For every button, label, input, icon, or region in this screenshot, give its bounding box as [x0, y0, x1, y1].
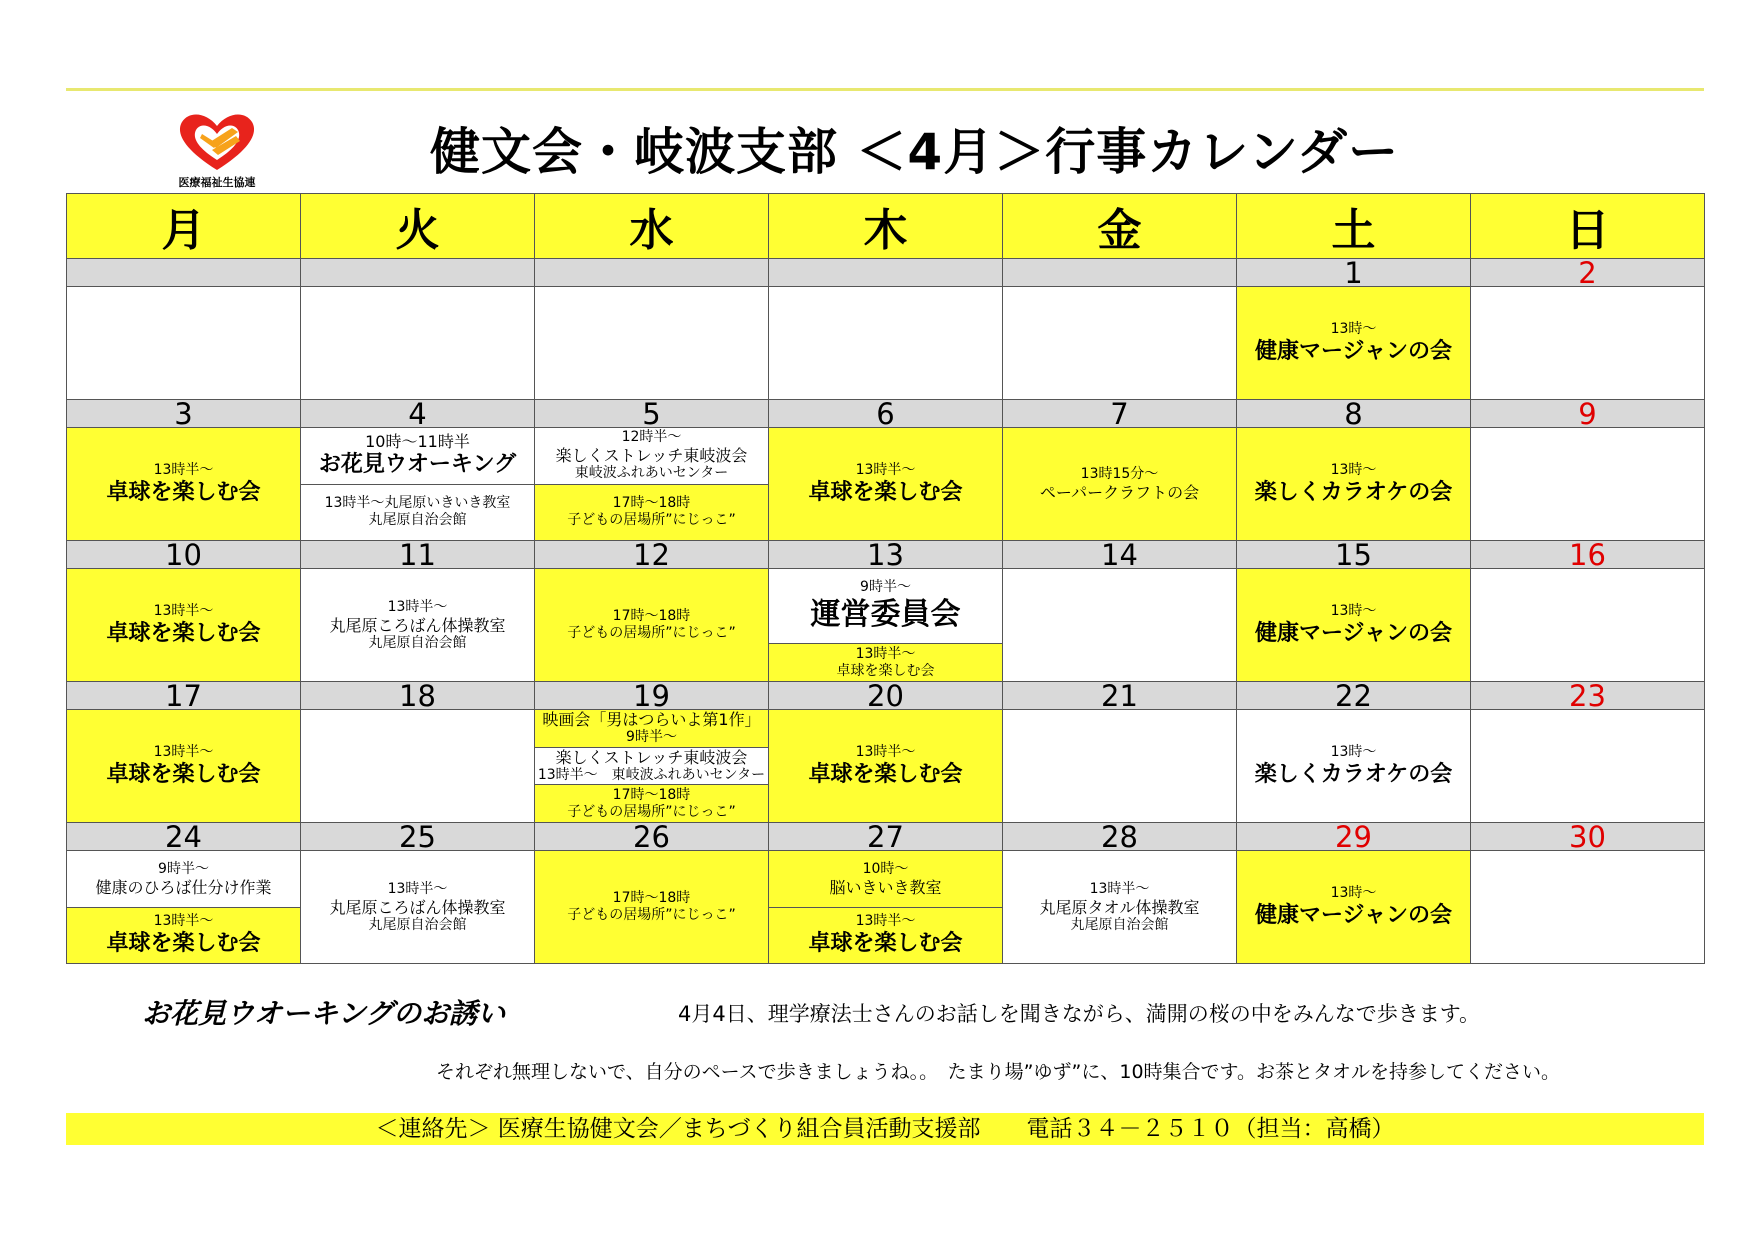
date-number: 12 — [535, 541, 769, 569]
day-cell — [535, 710, 769, 823]
event-text: 10時～11時半 — [365, 432, 470, 452]
date-number: 8 — [1237, 400, 1471, 428]
event-block — [769, 907, 1002, 964]
day-cell — [1471, 287, 1705, 400]
event-text: 13時～ — [1330, 743, 1377, 760]
day-cell — [1003, 710, 1237, 823]
date-row — [67, 682, 1705, 710]
event-block — [67, 851, 300, 907]
event-block — [535, 747, 768, 785]
event-block — [769, 643, 1002, 681]
day-cell — [1471, 851, 1705, 964]
event-text: 子どもの居場所”にじっこ” — [567, 512, 736, 529]
date-number: 17 — [67, 682, 301, 710]
event-block — [1237, 851, 1470, 963]
date-number: 24 — [67, 823, 301, 851]
weekday-header-row — [67, 194, 1705, 259]
day-cell — [301, 428, 535, 541]
date-number: 5 — [535, 400, 769, 428]
event-row — [67, 851, 1705, 964]
day-cell — [1471, 569, 1705, 682]
day-cell — [67, 428, 301, 541]
event-block — [769, 710, 1002, 822]
day-cell — [769, 428, 1003, 541]
top-rule — [66, 88, 1704, 91]
date-number: 4 — [301, 400, 535, 428]
event-text: 丸尾原自治会館 — [368, 634, 467, 651]
day-cell — [769, 851, 1003, 964]
date-number: 26 — [535, 823, 769, 851]
logo-text: 医療福祉生協連 — [178, 176, 256, 189]
date-number: 22 — [1237, 682, 1471, 710]
event-text: 13時半～ — [387, 598, 448, 615]
date-number: 30 — [1471, 823, 1705, 851]
event-text: 健康マージャンの会 — [1254, 620, 1453, 646]
date-number: 28 — [1003, 823, 1237, 851]
date-number: 1 — [1237, 259, 1471, 287]
event-text: 13時～ — [1330, 320, 1377, 337]
event-text: 運営委員会 — [810, 596, 961, 632]
date-number: 15 — [1237, 541, 1471, 569]
day-cell — [301, 851, 535, 964]
day-cell — [535, 851, 769, 964]
day-cell — [67, 569, 301, 682]
event-text: 子どもの居場所”にじっこ” — [567, 803, 736, 820]
day-cell — [535, 569, 769, 682]
event-text: 13時～ — [1330, 461, 1377, 478]
event-text: 楽しくカラオケの会 — [1254, 479, 1453, 505]
event-text: 13時15分～ — [1080, 466, 1159, 482]
weekday-header: 火 — [301, 194, 535, 259]
date-number: 16 — [1471, 541, 1705, 569]
date-number: 14 — [1003, 541, 1237, 569]
event-text: 17時～18時 — [612, 786, 691, 803]
coop-logo — [172, 108, 262, 190]
day-cell — [1471, 710, 1705, 823]
date-number: 6 — [769, 400, 1003, 428]
day-cell — [1237, 287, 1471, 400]
weekday-header: 日 — [1471, 194, 1705, 259]
event-block — [769, 851, 1002, 907]
event-block — [1237, 428, 1470, 540]
page-title: 健文会・岐波支部 ＜4月＞行事カレンダー — [430, 123, 1399, 181]
date-number: 20 — [769, 682, 1003, 710]
event-block — [535, 484, 768, 541]
event-text: 丸尾原自治会館 — [1070, 916, 1169, 933]
event-text: 健康のひろば仕分け作業 — [95, 877, 272, 897]
event-text: 17時～18時 — [612, 495, 691, 512]
event-block — [769, 569, 1002, 643]
event-text: 丸尾原ころばん体操教室 — [329, 897, 506, 917]
date-number: 9 — [1471, 400, 1705, 428]
event-block — [1003, 428, 1236, 540]
event-text: 卓球を楽しむ会 — [836, 662, 935, 679]
event-text: 子どもの居場所”にじっこ” — [567, 907, 736, 923]
weekday-header: 月 — [67, 194, 301, 259]
day-cell — [301, 287, 535, 400]
event-text: 9時半～ — [626, 729, 677, 746]
event-text: 卓球を楽しむ会 — [808, 479, 963, 505]
event-text: 13時半～ — [855, 461, 916, 478]
day-cell — [535, 287, 769, 400]
event-text: 丸尾原タオル体操教室 — [1039, 897, 1200, 917]
date-number — [301, 259, 535, 287]
invite-text-1: 4月4日、理学療法士さんのお話しを聞きながら、満開の桜の中をみんなで歩きます。 — [678, 1002, 1481, 1026]
event-text: 楽しくカラオケの会 — [1254, 761, 1453, 787]
date-number: 29 — [1237, 823, 1471, 851]
event-text: 13時半～ — [1089, 880, 1150, 897]
day-cell — [535, 428, 769, 541]
day-cell — [67, 851, 301, 964]
event-block — [67, 428, 300, 540]
day-cell — [1237, 569, 1471, 682]
event-text: 丸尾原自治会館 — [368, 916, 467, 933]
date-row — [67, 400, 1705, 428]
day-cell — [769, 569, 1003, 682]
event-text: 東岐波ふれあいセンター — [574, 465, 729, 482]
date-number: 18 — [301, 682, 535, 710]
day-cell — [301, 569, 535, 682]
event-text: 卓球を楽しむ会 — [106, 479, 261, 505]
event-text: 子どもの居場所”にじっこ” — [567, 625, 736, 641]
date-number: 13 — [769, 541, 1003, 569]
event-text: 卓球を楽しむ会 — [106, 930, 261, 956]
event-block — [1237, 287, 1470, 399]
event-text: 9時半～ — [158, 860, 209, 877]
event-block — [67, 710, 300, 822]
event-text: 13時半～ 東岐波ふれあいセンター — [537, 767, 766, 783]
event-text: 13時～ — [1330, 884, 1377, 901]
event-text: 13時半～丸尾原いきいき教室 — [324, 495, 511, 512]
date-number: 21 — [1003, 682, 1237, 710]
event-text: 13時半～ — [387, 880, 448, 897]
event-text: お花見ウオーキング — [318, 452, 517, 478]
event-text: 13時半～ — [153, 461, 214, 478]
event-row — [67, 428, 1705, 541]
event-text: 17時～18時 — [612, 890, 691, 906]
day-cell — [1471, 428, 1705, 541]
date-number — [67, 259, 301, 287]
event-text: 13時半～ — [153, 912, 214, 929]
event-block — [769, 428, 1002, 540]
event-text: 17時～18時 — [612, 608, 691, 624]
event-text: 丸尾原自治会館 — [368, 512, 467, 529]
event-text: 10時～ — [862, 860, 909, 877]
event-text: 13時半～ — [153, 602, 214, 619]
event-text: 健康マージャンの会 — [1254, 902, 1453, 928]
day-cell — [1003, 428, 1237, 541]
event-text: 脳いきいき教室 — [829, 877, 942, 897]
date-number: 3 — [67, 400, 301, 428]
event-block — [301, 428, 534, 484]
date-number: 25 — [301, 823, 535, 851]
date-number: 23 — [1471, 682, 1705, 710]
day-cell — [1003, 569, 1237, 682]
event-text: 丸尾原ころばん体操教室 — [329, 615, 506, 635]
event-row — [67, 287, 1705, 400]
event-text: 卓球を楽しむ会 — [106, 761, 261, 787]
event-text: 13時半～ — [153, 743, 214, 760]
event-block — [535, 784, 768, 822]
contact-bar: ＜連絡先＞ 医療生協健文会／まちづくり組合員活動支援部 電話３４－２５１０（担当：高橋） — [66, 1113, 1704, 1145]
event-text: 健康マージャンの会 — [1254, 338, 1453, 364]
date-number: 2 — [1471, 259, 1705, 287]
event-block — [301, 484, 534, 541]
date-row — [67, 259, 1705, 287]
day-cell — [769, 287, 1003, 400]
weekday-header: 水 — [535, 194, 769, 259]
event-block — [535, 851, 768, 963]
event-text: 13時半～ — [855, 645, 916, 662]
event-text: 卓球を楽しむ会 — [808, 930, 963, 956]
date-number: 19 — [535, 682, 769, 710]
weekday-header: 木 — [769, 194, 1003, 259]
event-block — [535, 428, 768, 484]
event-block — [1237, 569, 1470, 681]
event-block — [535, 710, 768, 747]
date-row — [67, 541, 1705, 569]
event-block — [1003, 851, 1236, 963]
date-number: 10 — [67, 541, 301, 569]
event-text: 卓球を楽しむ会 — [106, 620, 261, 646]
day-cell — [301, 710, 535, 823]
day-cell — [1237, 428, 1471, 541]
day-cell — [67, 710, 301, 823]
date-number — [1003, 259, 1237, 287]
event-text: 12時半～ — [621, 429, 682, 446]
date-number: 11 — [301, 541, 535, 569]
date-number: 27 — [769, 823, 1003, 851]
date-number — [535, 259, 769, 287]
event-block — [67, 569, 300, 681]
event-text: 映画会「男はつらいよ第1作」 — [542, 710, 761, 730]
day-cell — [1003, 287, 1237, 400]
event-text: 楽しくストレッチ東岐波会 — [555, 748, 748, 767]
day-cell — [67, 287, 301, 400]
event-row — [67, 710, 1705, 823]
weekday-header: 金 — [1003, 194, 1237, 259]
event-text: 9時半～ — [860, 578, 911, 595]
event-block — [1237, 710, 1470, 822]
heart-hands-icon — [172, 108, 262, 174]
weekday-header: 土 — [1237, 194, 1471, 259]
event-text: 楽しくストレッチ東岐波会 — [555, 446, 748, 466]
event-block — [67, 907, 300, 964]
date-row — [67, 823, 1705, 851]
event-text: ペーパークラフトの会 — [1039, 483, 1200, 502]
event-text: 13時半～ — [855, 912, 916, 929]
invite-title: お花見ウオーキングのお誘い — [142, 997, 506, 1030]
event-block — [301, 569, 534, 681]
day-cell — [1237, 710, 1471, 823]
invite-text-2: それぞれ無理しないで、自分のペースで歩きましょうね。。 たまり場”ゆず”に、10時集合です。お茶とタオルを持参してください。 — [436, 1061, 1561, 1083]
day-cell — [769, 710, 1003, 823]
event-text: 卓球を楽しむ会 — [808, 761, 963, 787]
day-cell — [1003, 851, 1237, 964]
date-number — [769, 259, 1003, 287]
event-block — [535, 569, 768, 681]
event-calendar — [66, 193, 1705, 964]
date-number: 7 — [1003, 400, 1237, 428]
event-text: 13時半～ — [855, 743, 916, 760]
event-text: 13時～ — [1330, 602, 1377, 619]
day-cell — [1237, 851, 1471, 964]
event-block — [301, 851, 534, 963]
event-row — [67, 569, 1705, 682]
